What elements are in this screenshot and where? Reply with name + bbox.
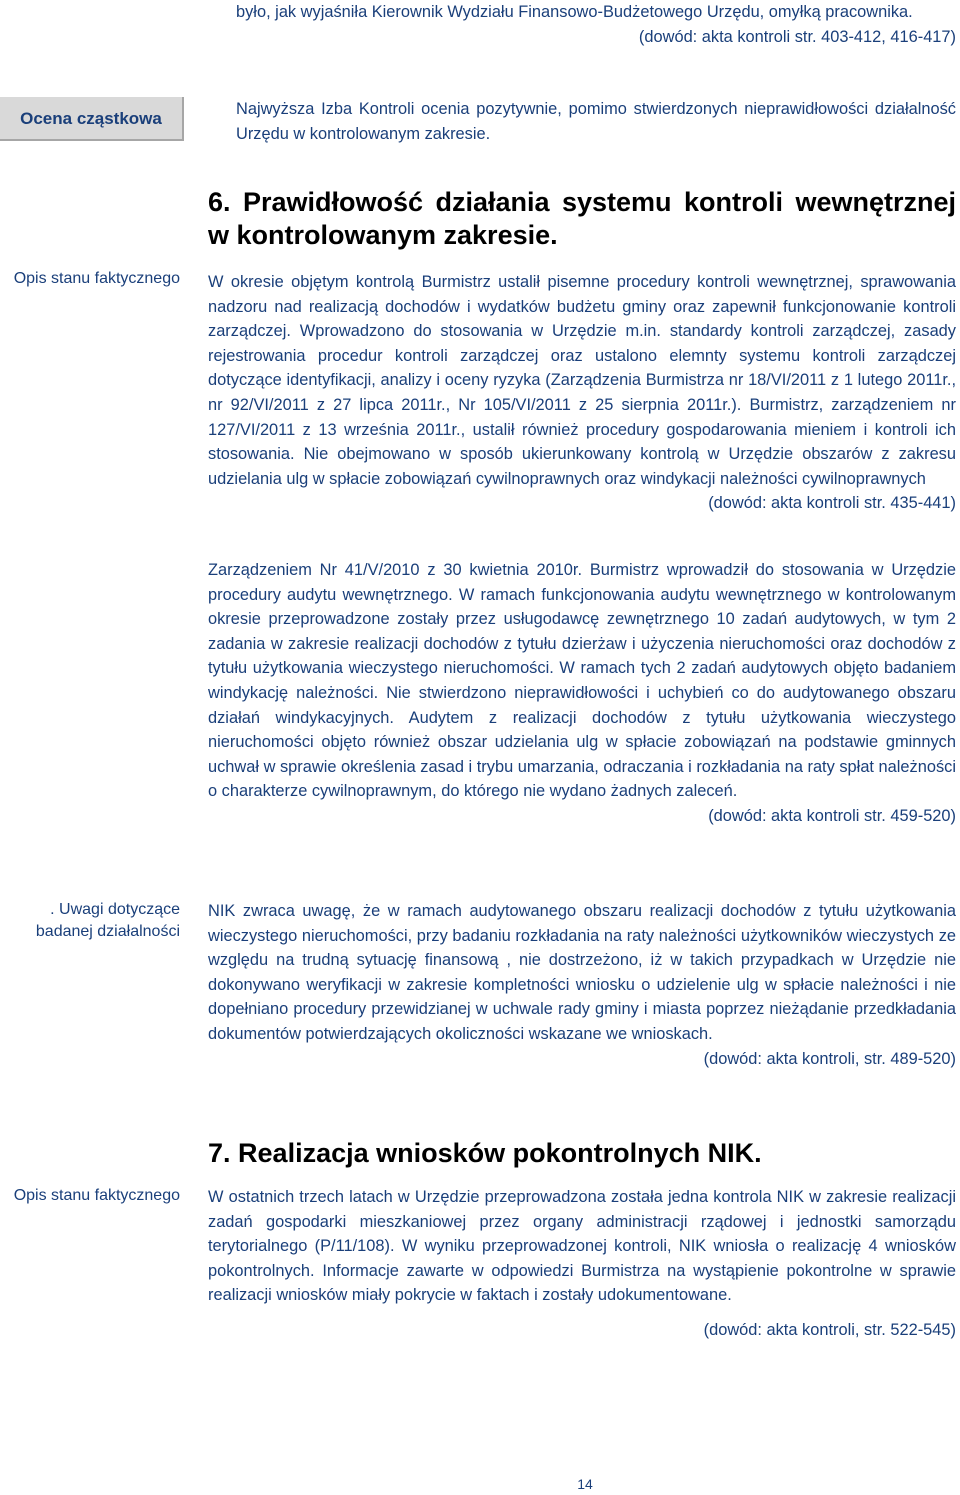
margin-label-uwagi: . Uwagi dotyczące badanej działalności xyxy=(35,901,180,940)
section-6-heading xyxy=(208,186,956,252)
ocena-czastkowa-label: Ocena cząstkowa xyxy=(0,97,184,141)
section-6-paragraph-3 xyxy=(208,899,956,1071)
top-fragment xyxy=(236,0,956,49)
section-6-paragraph-2 xyxy=(208,558,956,829)
page-number: 14 xyxy=(577,1476,593,1492)
ocena-text: Najwyższa Izba Kontroli ocenia pozytywnie, pomimo stwierdzonych nieprawidłowości działalność Urzędu w kontrolowanym zakresie. xyxy=(236,100,956,143)
margin-label-opis-stanu-1: Opis stanu faktycznego xyxy=(13,270,180,287)
section-7-paragraph xyxy=(208,1185,956,1343)
paragraph-1-text: W okresie objętym kontrolą Burmistrz ustalił pisemne procedury kontroli wewnętrznej, sprawowania nadzoru nad realizacją dochodów i wydatków budżetu gminy oraz zapewnił funkcjonowanie kontroli zarządczej. Wprowadzono do stosowania w Urzędzie m.in. standardy kontroli zarządczej, zasady rejestrowania procedur kontroli zarządczej oraz ustalono elemnty systemu kontroli zarządczej dotyczące identyfikacji, analizy i oceny ryzyka (Zarządzenia Burmistrza nr 18/VI/2011 z 1 lutego 2011r., nr 92/VI/2011 z 27 lipca 2011r., Nr 105/VI/2011 z 25 sierpnia 2011r.). Burmistrz, zarządzeniem nr 127/VI/2011 z 13 września 2011r., ustalił również procedury gospodarowania mieniem i kontroli ich stosowania. Nie obejmowano w sposób ukierunkowany kontrolą w Urzędzie obszarów z zakresu udzielania ulg w spłacie zobowiązań cywilnoprawnych oraz windykacji należności cywilnoprawnych xyxy=(208,273,956,488)
section-6-paragraph-1 xyxy=(208,270,956,516)
paragraph-2-text: Zarządzeniem Nr 41/V/2010 z 30 kwietnia 2010r. Burmistrz wprowadził do stosowania w Urzędzie procedury audytu wewnętrznego. W ramach funkcjonowania audytu wewnętrznego w kontrolowanym okresie przeprowadzone zostały przez usługodawcę zewnętrznego 10 zadań audytowych, w tym 2 zadania w zakresie realizacji dochodów z tytułu dzierżaw i użyczenia nieruchomości oraz dochodów z tytułu użytkowania wieczystego nieruchomości. W ramach tych 2 zadań audytowych objęto badaniem windykację należności. Nie stwierdzono nieprawidłowości i uchybień co do audytowanego obszaru działań windykacyjnych. Audytem z realizacji dochodów z tytułu użytkowania wieczystego nieruchomości objęto również obszar udzielania ulg w spłacie zobowiązań na podstawie gminnych uchwał w sprawie określenia zasad i trybu umarzania, odraczania i rozkładania na raty spłat należności o charakterze cywilnoprawnym, do którego nie wydano żadnych zaleceń. xyxy=(208,561,956,801)
paragraph-3-text: NIK zwraca uwagę, że w ramach audytowanego obszaru realizacji dochodów z tytułu użytkowania wieczystego nieruchomości, przy badaniu rozkładania na raty należności użytkowników wieczystych ze względu na trudną sytuację finansową , nie dostrzeżono, iż w takich przypadkach w Urzędzie nie dokonywano weryfikacji w zakresie kompletności wniosku o udzielenie ulg w spłacie należności i nie dopełniano procedury przewidzianej w uchwale rady gminy i miasta poprzez nieżądanie przedkładania dokumentów potwierdzających okoliczności wskazane we wnioskach. xyxy=(208,902,956,1043)
paragraph-1-evidence: (dowód: akta kontroli str. 435-441) xyxy=(708,494,956,513)
top-fragment-text: było, jak wyjaśniła Kierownik Wydziału Finansowo-Budżetowego Urzędu, omyłką pracownika. xyxy=(236,3,913,21)
paragraph-3-evidence: (dowód: akta kontroli, str. 489-520) xyxy=(703,1049,956,1068)
section-7-heading xyxy=(208,1137,956,1170)
section-7-number: 7. xyxy=(208,1138,231,1168)
section-7-title: Realizacja wniosków pokontrolnych NIK. xyxy=(238,1138,762,1168)
section-7-evidence: (dowód: akta kontroli, str. 522-545) xyxy=(703,1320,956,1339)
section-6-number: 6. xyxy=(208,187,231,217)
margin-label-opis-stanu-2: Opis stanu faktycznego xyxy=(13,1187,180,1204)
section-6-title: Prawidłowość działania systemu kontroli wewnętrznej w kontrolowanym zakresie. xyxy=(208,187,956,250)
paragraph-2-evidence: (dowód: akta kontroli str. 459-520) xyxy=(708,806,956,825)
top-fragment-evidence: (dowód: akta kontroli str. 403-412, 416-417) xyxy=(638,27,956,46)
section-7-text: W ostatnich trzech latach w Urzędzie przeprowadzona została jedna kontrola NIK w zakresie realizacji zadań gospodarki mieszkaniowej przez organy administracji rządowej i jednostki samorządu terytorialnego (P/11/108). W wyniku przeprowadzonej kontroli, NIK wniosła o realizację 4 wniosków pokontrolnych. Informacje zawarte w odpowiedzi Burmistrza na wystąpienie pokontrolne w sprawie realizacji wniosków miały pokrycie w faktach i zostały udokumentowane. xyxy=(208,1188,956,1305)
